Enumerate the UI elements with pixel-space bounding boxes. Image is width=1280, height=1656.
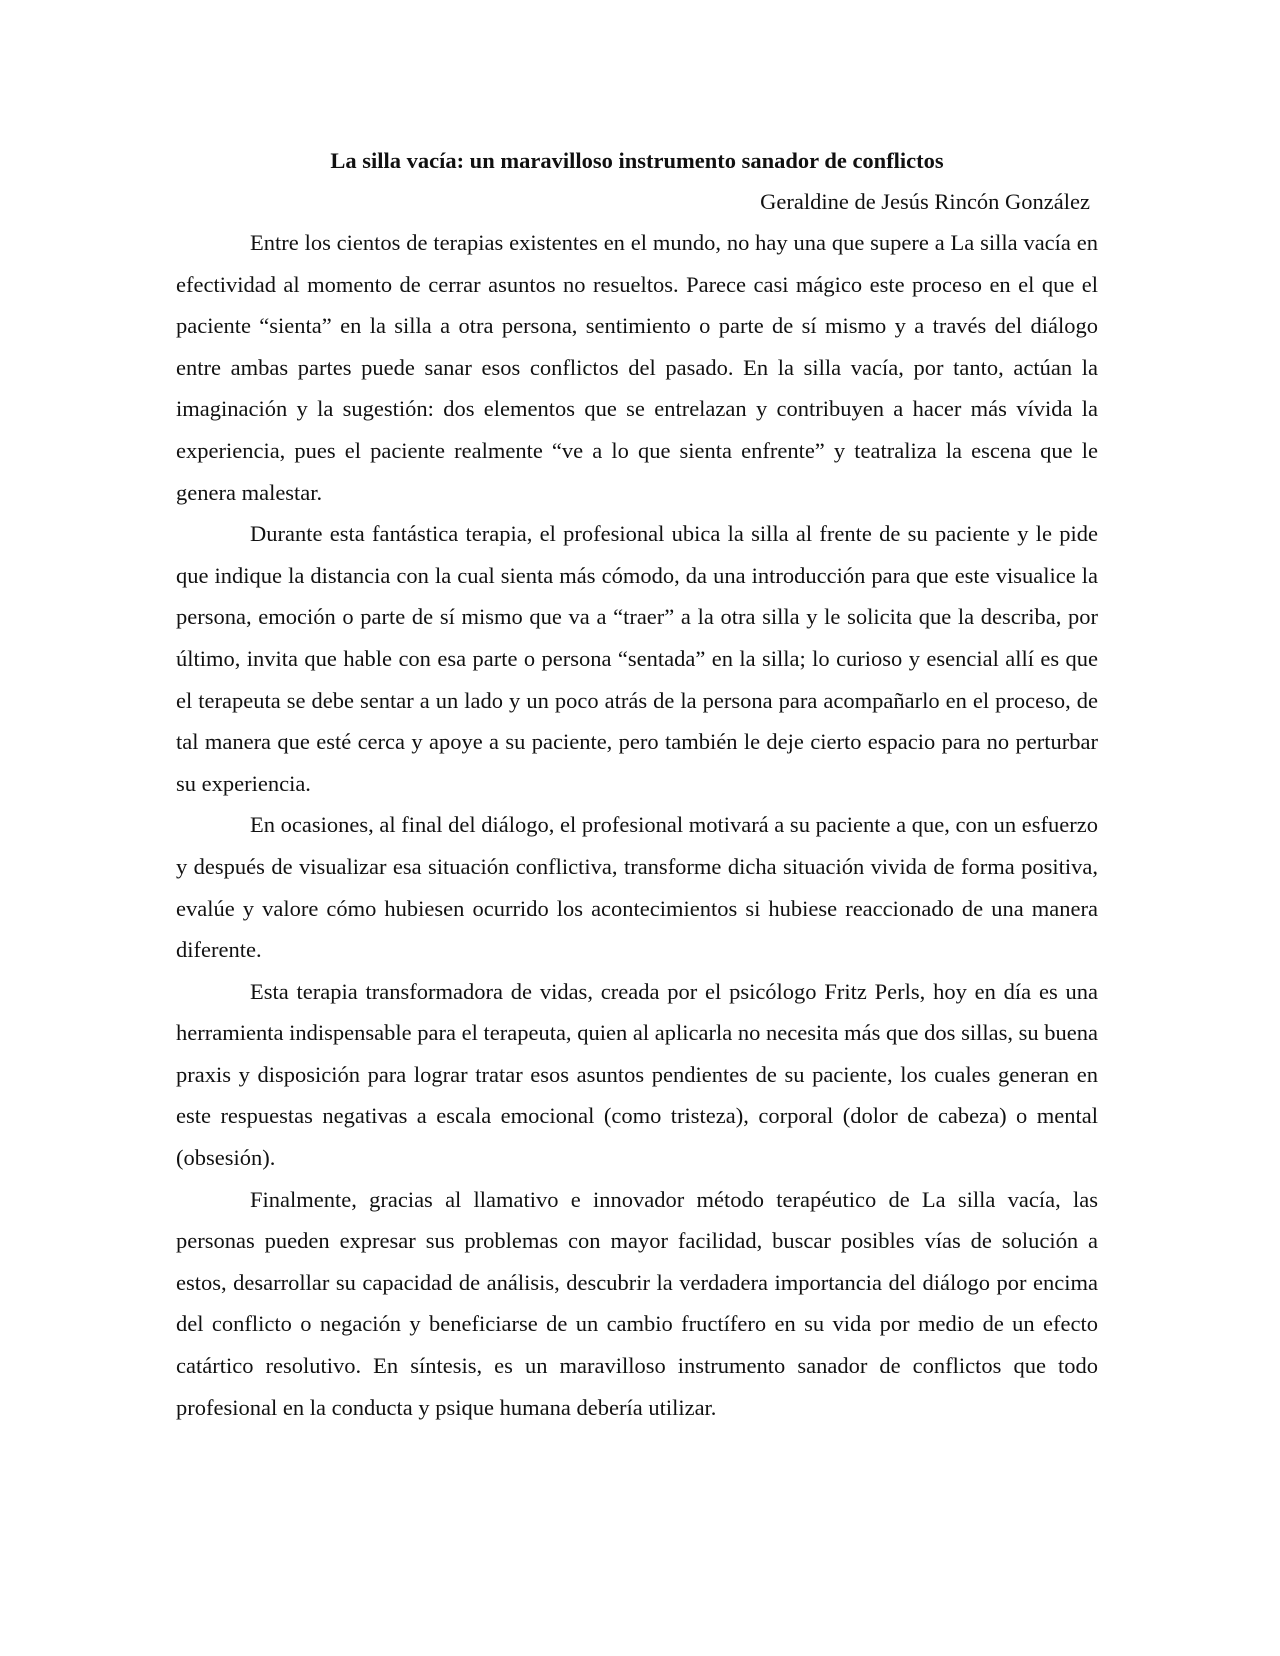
paragraph: En ocasiones, al final del diálogo, el profesional motivará a su paciente a que, con un esfuerzo y después de visualizar esa situación conflictiva, transforme dicha situación vivida de forma positiva, evalúe y valore cómo hubiesen ocurrido los acontecimientos si hubiese reaccionado de una manera diferente. bbox=[176, 812, 1098, 963]
document-body bbox=[176, 140, 1098, 1428]
document-title: La silla vacía: un maravilloso instrumento sanador de conflictos bbox=[330, 148, 944, 173]
paragraph: Finalmente, gracias al llamativo e innovador método terapéutico de La silla vacía, las personas pueden expresar sus problemas con mayor facilidad, buscar posibles vías de solución a estos, desarrollar su capacidad de análisis, descubrir la verdadera importancia del diálogo por encima del conflicto o negación y beneficiarse de un cambio fructífero en su vida por medio de un efecto catártico resolutivo. En síntesis, es un maravilloso instrumento sanador de conflictos que todo profesional en la conducta y psique humana debería utilizar. bbox=[176, 1186, 1098, 1420]
paragraph: Durante esta fantástica terapia, el profesional ubica la silla al frente de su paciente y le pide que indique la distancia con la cual sienta más cómodo, da una introducción para que este visualice la persona, emoción o parte de sí mismo que va a “traer” a la otra silla y le solicita que la describa, por último, invita que hable con esa parte o persona “sentada” en la silla; lo curioso y esencial allí es que el terapeuta se debe sentar a un lado y un poco atrás de la persona para acompañarlo en el proceso, de tal manera que esté cerca y apoye a su paciente, pero también le deje cierto espacio para no perturbar su experiencia. bbox=[176, 521, 1098, 796]
paragraph: Esta terapia transformadora de vidas, creada por el psicólogo Fritz Perls, hoy en día es una herramienta indispensable para el terapeuta, quien al aplicarla no necesita más que dos sillas, su buena praxis y disposición para lograr tratar esos asuntos pendientes de su paciente, los cuales generan en este respuestas negativas a escala emocional (como tristeza), corporal (dolor de cabeza) o mental (obsesión). bbox=[176, 978, 1098, 1171]
paragraph: Entre los cientos de terapias existentes en el mundo, no hay una que supere a La silla vacía en efectividad al momento de cerrar asuntos no resueltos. Parece casi mágico este proceso en el que el paciente “sienta” en la silla a otra persona, sentimiento o parte de sí mismo y a través del diálogo entre ambas partes puede sanar esos conflictos del pasado. En la silla vacía, por tanto, actúan la imaginación y la sugestión: dos elementos que se entrelazan y contribuyen a hacer más vívida la experiencia, pues el paciente realmente “ve a lo que sienta enfrente” y teatraliza la escena que le genera malestar. bbox=[176, 230, 1098, 505]
document-author: Geraldine de Jesús Rincón González bbox=[760, 189, 1090, 214]
